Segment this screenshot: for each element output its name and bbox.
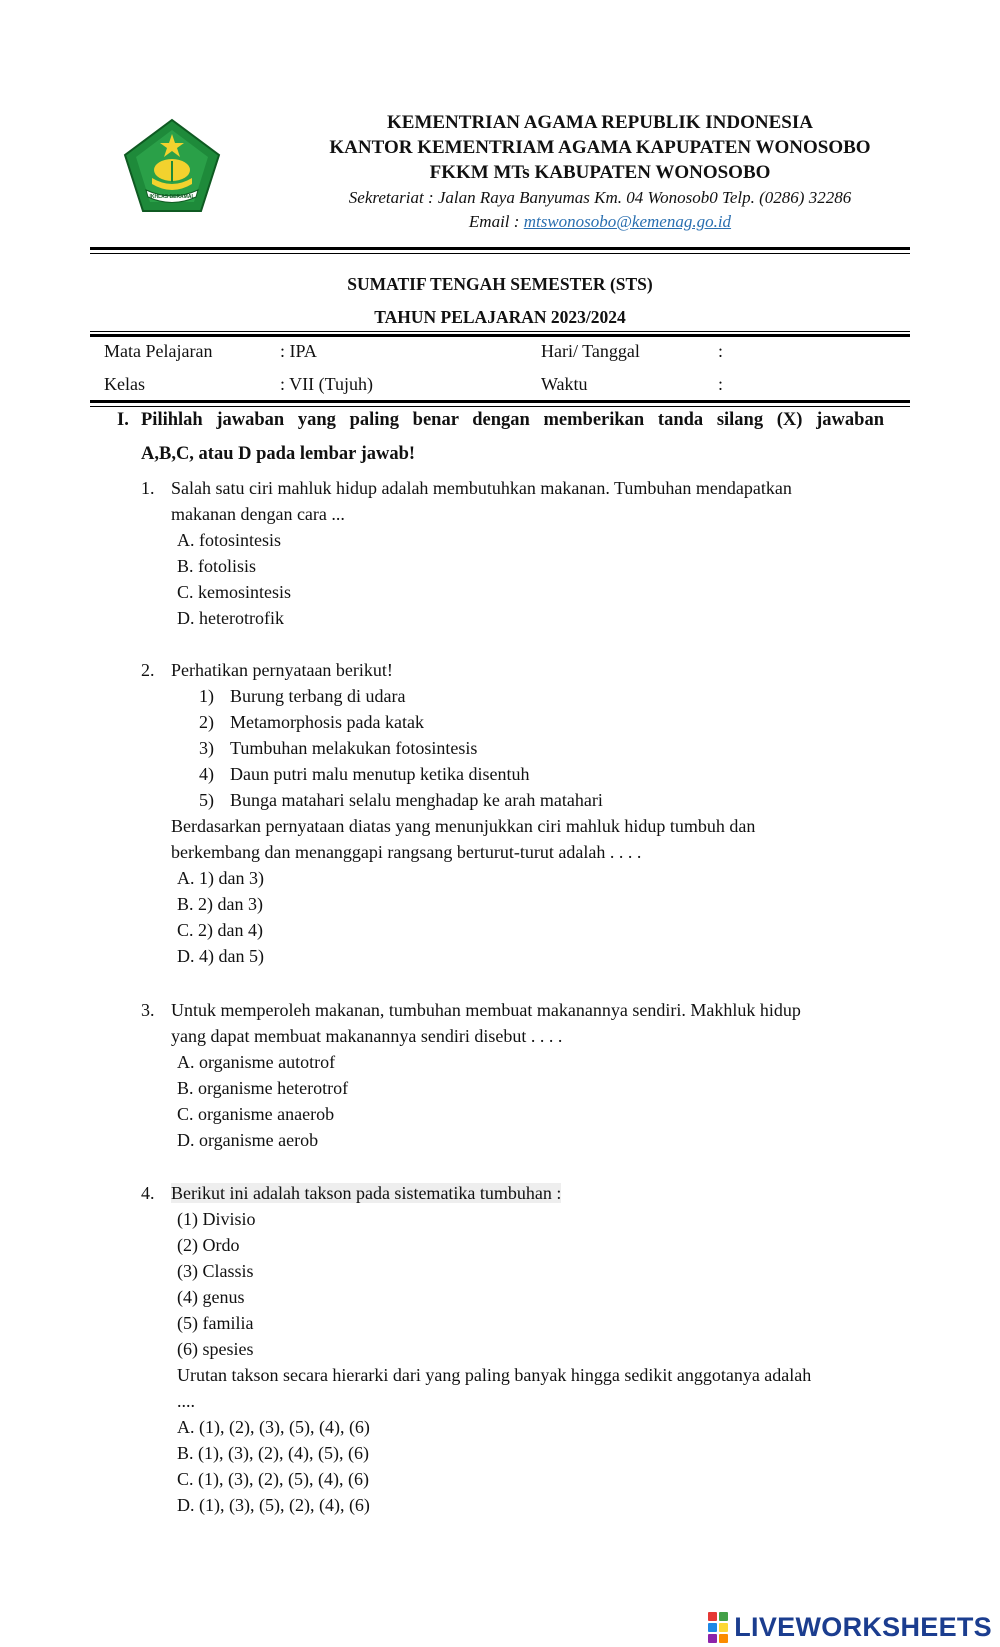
info-rule-bottom-2 bbox=[90, 406, 910, 407]
instruction-line-2: A,B,C, atau D pada lembar jawab! bbox=[141, 444, 416, 464]
statement-text: Burung terbang di udara bbox=[230, 686, 406, 706]
class-label: Kelas bbox=[104, 374, 145, 394]
answer-option[interactable]: D. 4) dan 5) bbox=[177, 946, 264, 966]
kemenag-logo bbox=[122, 118, 222, 218]
question-number: 4. bbox=[141, 1183, 155, 1203]
header-rule-thick bbox=[90, 247, 910, 250]
exam-year: TAHUN PELAJARAN 2023/2024 bbox=[374, 307, 626, 327]
time-label: Waktu bbox=[541, 374, 588, 394]
email-link[interactable]: mtswonosobo@kemenag.go.id bbox=[523, 212, 732, 231]
statement-number: 2) bbox=[199, 712, 214, 732]
answer-option[interactable]: C. kemosintesis bbox=[177, 582, 292, 602]
info-rule-bottom-1 bbox=[90, 400, 910, 403]
question-text: Urutan takson secara hierarki dari yang paling banyak hingga sedikit anggotanya adalah bbox=[177, 1365, 812, 1385]
taxon-item: (4) genus bbox=[177, 1287, 245, 1307]
statement-text: Tumbuhan melakukan fotosintesis bbox=[230, 738, 478, 758]
question-text: .... bbox=[177, 1391, 195, 1411]
liveworksheets-logo-icon bbox=[708, 1612, 728, 1643]
header-line-1: KEMENTRIAN AGAMA REPUBLIK INDONESIA bbox=[387, 112, 813, 133]
logo-block bbox=[719, 1612, 728, 1621]
subject-label: Mata Pelajaran bbox=[104, 341, 213, 361]
taxon-item: (3) Classis bbox=[177, 1261, 254, 1281]
statement-number: 3) bbox=[199, 738, 214, 758]
answer-option[interactable]: C. (1), (3), (2), (5), (4), (6) bbox=[177, 1469, 369, 1489]
question-text: makanan dengan cara ... bbox=[171, 504, 345, 524]
instruction-number: I. bbox=[117, 410, 129, 430]
logo-block bbox=[719, 1634, 728, 1643]
answer-option[interactable]: A. fotosintesis bbox=[177, 530, 282, 550]
logo-block bbox=[708, 1612, 717, 1621]
header-line-2: KANTOR KEMENTRIAM AGAMA KAPUPATEN WONOSOBO bbox=[329, 137, 871, 158]
question-text: berkembang dan menanggapi rangsang berturut-turut adalah . . . . bbox=[171, 842, 642, 862]
answer-option[interactable]: B. fotolisis bbox=[177, 556, 257, 576]
question-text: Untuk memperoleh makanan, tumbuhan membuat makanannya sendiri. Makhluk hidup bbox=[171, 1000, 801, 1020]
question-text: Berikut ini adalah takson pada sistematika tumbuhan : bbox=[171, 1183, 562, 1203]
statement-number: 1) bbox=[199, 686, 214, 706]
answer-option[interactable]: C. organisme anaerob bbox=[177, 1104, 335, 1124]
question-text: Berdasarkan pernyataan diatas yang menunjukkan ciri mahluk hidup tumbuh dan bbox=[171, 816, 756, 836]
header-rule-thin bbox=[90, 253, 910, 254]
question-text: Salah satu ciri mahluk hidup adalah membutuhkan makanan. Tumbuhan mendapatkan bbox=[171, 478, 792, 498]
statement-text: Metamorphosis pada katak bbox=[230, 712, 424, 732]
liveworksheets-brand[interactable] bbox=[708, 1612, 992, 1642]
header-address: Sekretariat : Jalan Raya Banyumas Km. 04 Wonosob0 Telp. (0286) 32286 bbox=[348, 188, 852, 207]
header-email-line bbox=[300, 212, 900, 232]
question-number: 1. bbox=[141, 478, 155, 498]
info-rule-top-1 bbox=[90, 331, 910, 332]
answer-option[interactable]: A. organisme autotrof bbox=[177, 1052, 336, 1072]
statement-text: Bunga matahari selalu menghadap ke arah matahari bbox=[230, 790, 603, 810]
info-rule-top-2 bbox=[90, 334, 910, 337]
answer-option[interactable]: B. (1), (3), (2), (4), (5), (6) bbox=[177, 1443, 369, 1463]
subject-value: : IPA bbox=[280, 341, 317, 361]
taxon-item: (5) familia bbox=[177, 1313, 254, 1333]
answer-option[interactable]: C. 2) dan 4) bbox=[177, 920, 263, 940]
answer-option[interactable]: A. (1), (2), (3), (5), (4), (6) bbox=[177, 1417, 370, 1437]
date-value: : bbox=[718, 341, 724, 361]
class-value: : VII (Tujuh) bbox=[280, 374, 374, 394]
time-value: : bbox=[718, 374, 724, 394]
instruction-line-1: Pilihlah jawaban yang paling benar dengan memberikan tanda silang (X) jawaban bbox=[141, 410, 884, 430]
question-text: Perhatikan pernyataan berikut! bbox=[171, 660, 393, 680]
svg-text:IKHLAS BERAMAL: IKHLAS BERAMAL bbox=[149, 194, 195, 200]
date-label: Hari/ Tanggal bbox=[541, 341, 640, 361]
question-number: 3. bbox=[141, 1000, 155, 1020]
answer-option[interactable]: D. (1), (3), (5), (2), (4), (6) bbox=[177, 1495, 370, 1515]
exam-title: SUMATIF TENGAH SEMESTER (STS) bbox=[347, 274, 653, 294]
statement-number: 5) bbox=[199, 790, 214, 810]
statement-text: Daun putri malu menutup ketika disentuh bbox=[230, 764, 530, 784]
answer-option[interactable]: B. 2) dan 3) bbox=[177, 894, 263, 914]
email-label: Email : bbox=[468, 212, 524, 231]
logo-block bbox=[708, 1634, 717, 1643]
answer-option[interactable]: A. 1) dan 3) bbox=[177, 868, 264, 888]
logo-block bbox=[719, 1623, 728, 1632]
answer-option[interactable]: D. heterotrofik bbox=[177, 608, 284, 628]
taxon-item: (1) Divisio bbox=[177, 1209, 256, 1229]
answer-option[interactable]: D. organisme aerob bbox=[177, 1130, 319, 1150]
liveworksheets-wordmark: LIVEWORKSHEETS bbox=[734, 1611, 992, 1642]
taxon-item: (6) spesies bbox=[177, 1339, 254, 1359]
answer-option[interactable]: B. organisme heterotrof bbox=[177, 1078, 349, 1098]
taxon-item: (2) Ordo bbox=[177, 1235, 240, 1255]
statement-number: 4) bbox=[199, 764, 214, 784]
question-number: 2. bbox=[141, 660, 155, 680]
logo-block bbox=[708, 1623, 717, 1632]
question-text: yang dapat membuat makanannya sendiri disebut . . . . bbox=[171, 1026, 563, 1046]
header-line-3: FKKM MTs KABUPATEN WONOSOBO bbox=[429, 162, 771, 183]
